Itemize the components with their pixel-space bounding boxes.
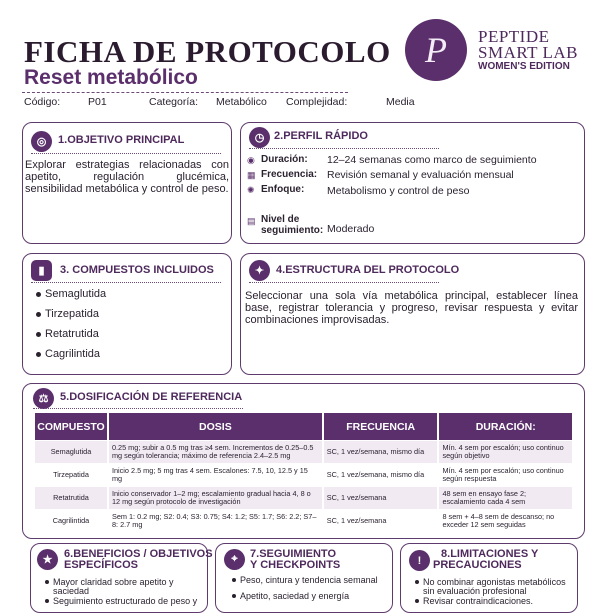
section-perfil xyxy=(240,122,585,244)
table-cell: 8 sem + 4–8 sem de descanso; no exceder 12 sem seguidas xyxy=(442,512,555,529)
section-title-text: ESTRUCTURA DEL PROTOCOLO xyxy=(285,264,460,276)
table-row xyxy=(35,510,572,532)
warning-icon: ! xyxy=(409,550,430,571)
category-value: Metabólico xyxy=(216,96,267,108)
section-number: 2. xyxy=(274,130,284,142)
section-number: 1. xyxy=(58,134,68,146)
section-title-text: PERFIL RÁPIDO xyxy=(283,130,368,142)
table-cell: Mín. 4 sem por escalón; uso continuo según respuesta xyxy=(442,466,564,483)
estructura-text: Seleccionar una sola vía metabólica principal, establecer línea base, registrar tolerancia y progreso, revisar respuesta y evitar combinaciones improvisadas. xyxy=(245,290,578,326)
complexity-value: Media xyxy=(386,96,415,108)
brand-edition: WOMEN'S EDITION xyxy=(478,61,570,72)
section-title-text: COMPUESTOS INCLUIDOS xyxy=(72,264,214,276)
table-cell: 0.25 mg; subir a 0.5 mg tras ≥4 sem. Incrementos de 0.25–0.5 mg según tolerancia; máximo de referencia 2.4–2.5 mg xyxy=(109,441,322,463)
compuesto-item: Retatrutida xyxy=(45,328,99,340)
table-header-row xyxy=(35,413,572,440)
compuesto-item: Cagrilintida xyxy=(45,348,101,360)
table-row xyxy=(35,487,572,509)
table-cell: Inicio conservador 1–2 mg; escalamiento gradual hacia 4, 8 o 12 mg según protocolo de investigación xyxy=(109,487,322,509)
brand-logo xyxy=(405,19,467,81)
section-limitaciones-title-2: PRECAUCIONES xyxy=(433,559,522,571)
section-divider xyxy=(31,282,221,283)
category-label: Categoría: xyxy=(149,96,199,108)
section-objetivo-title xyxy=(58,134,184,146)
structure-icon: ✦ xyxy=(249,260,270,281)
target-icon: ◎ xyxy=(31,131,52,152)
table-cell: Tirzepatida xyxy=(53,470,89,479)
enfoque-value: Metabolismo y control de peso xyxy=(327,185,470,197)
section-number: 6. xyxy=(64,548,74,560)
clock-icon: ◉ xyxy=(247,155,255,165)
limitacion-item: Revisar contraindicaciones. xyxy=(423,596,534,606)
beneficio-item: Seguimiento estructurado de peso y xyxy=(53,596,198,606)
nivel-value: Moderado xyxy=(327,223,375,235)
seguimiento-item: Peso, cintura y tendencia semanal xyxy=(240,575,378,585)
limitacion-item-cont: sin evaluación profesional xyxy=(423,586,527,596)
nivel-label-2: seguimiento: xyxy=(261,225,324,236)
section-beneficios-title-2: ESPECÍFICOS xyxy=(64,559,138,571)
stopwatch-icon: ◷ xyxy=(249,127,270,148)
code-label: Código: xyxy=(24,96,61,108)
column-header: FRECUENCIA xyxy=(324,413,438,440)
section-divider xyxy=(249,282,439,283)
logo-letter: P xyxy=(425,30,447,70)
table-row xyxy=(35,441,572,463)
section-limitaciones xyxy=(400,543,578,613)
duracion-label: Duración: xyxy=(261,154,308,165)
vial-icon: ▮ xyxy=(31,260,52,281)
focus-icon: ✺ xyxy=(247,185,255,195)
table-cell: Cagrilintida xyxy=(52,516,90,525)
seguimiento-item: Apetito, saciedad y energía xyxy=(240,591,350,601)
duracion-value: 12–24 semanas como marco de seguimiento xyxy=(327,154,537,166)
objetivo-text: Explorar estrategias relacionadas con apetito, regulación glucémica, sensibilidad metabólica y control de peso. xyxy=(25,159,229,195)
section-number: 7. xyxy=(250,548,260,560)
table-row xyxy=(35,464,572,486)
section-title-text: OBJETIVO PRINCIPAL xyxy=(67,134,185,146)
section-title-text: BENEFICIOS / OBJETIVOS xyxy=(73,548,213,560)
checkpoint-icon: ⌖ xyxy=(224,549,245,570)
brand-name-line1: PEPTIDE xyxy=(478,27,550,46)
column-header: DOSIS xyxy=(109,413,322,440)
calendar-icon: ▦ xyxy=(247,170,256,180)
section-title-text: LIMITACIONES Y xyxy=(450,548,539,560)
table-cell: SC, 1 vez/semana xyxy=(326,516,387,525)
section-divider xyxy=(33,408,243,409)
limitacion-item: No combinar agonistas metabólicos xyxy=(423,577,566,587)
compuesto-item: Semaglutida xyxy=(45,288,107,300)
complexity-label: Complejidad: xyxy=(286,96,348,108)
section-compuestos xyxy=(22,253,232,375)
section-seguimiento xyxy=(215,543,393,613)
scale-icon: ⚖ xyxy=(33,388,54,409)
table-cell: Semaglutida xyxy=(35,441,107,463)
section-divider xyxy=(31,153,221,154)
table-cell: Retatrutida xyxy=(35,487,107,509)
compuesto-item: Tirzepatida xyxy=(45,308,100,320)
section-divider xyxy=(249,148,439,149)
enfoque-label: Enfoque: xyxy=(261,184,305,195)
section-number: 3. xyxy=(60,264,70,276)
brand-name-line2: SMART LAB xyxy=(478,43,578,62)
section-number: 8. xyxy=(441,548,451,560)
dosing-table xyxy=(33,412,574,533)
section-beneficios xyxy=(30,543,213,613)
frecuencia-label: Frecuencia: xyxy=(261,169,318,180)
section-dosificacion-title xyxy=(60,391,242,403)
section-perfil-title xyxy=(274,130,368,142)
table-cell: SC, 1 vez/semana xyxy=(324,487,438,509)
table-cell: Mín. 4 sem por escalón; uso continuo según objetivo xyxy=(439,441,572,463)
section-number: 5. xyxy=(60,391,70,403)
table-cell: SC, 1 vez/semana, mismo día xyxy=(324,441,438,463)
section-seguimiento-title-2: Y CHECKPOINTS xyxy=(250,559,341,571)
frecuencia-value: Revisión semanal y evaluación mensual xyxy=(327,169,514,181)
section-compuestos-title xyxy=(60,264,214,276)
section-estructura xyxy=(240,253,585,375)
section-title-text: DOSIFICACIÓN DE REFERENCIA xyxy=(69,391,243,403)
title-divider xyxy=(22,92,348,93)
protocol-subtitle: Reset metabólico xyxy=(24,66,198,89)
star-icon: ★ xyxy=(37,549,58,570)
column-header: COMPUESTO xyxy=(35,413,107,440)
nivel-label-1: Nivel de xyxy=(261,214,300,225)
column-header: DURACIÓN: xyxy=(439,413,572,440)
beneficio-item-cont: saciedad xyxy=(53,586,90,596)
section-estructura-title xyxy=(276,264,459,276)
page-title: FICHA DE PROTOCOLO xyxy=(24,34,391,69)
table-cell: Sem 1: 0.2 mg; S2: 0.4; S3: 0.75; S4: 1.2; S5: 1.7; S6: 2.2; S7–8: 2.7 mg xyxy=(111,512,317,529)
table-cell: SC, 1 vez/semana, mismo día xyxy=(326,470,425,479)
document-icon: ▤ xyxy=(247,216,256,226)
section-objetivo xyxy=(22,122,232,244)
section-number: 4. xyxy=(276,264,286,276)
table-cell: Inicio 2.5 mg; 5 mg tras 4 sem. Escalones: 7.5, 10, 12.5 y 15 mg xyxy=(111,466,308,483)
section-title-text: SEGUIMIENTO xyxy=(259,548,336,560)
table-cell: 48 sem en ensayo fase 2; escalamiento cada 4 sem xyxy=(439,487,572,509)
beneficio-item: Mayor claridad sobre apetito y xyxy=(53,577,174,587)
code-value: P01 xyxy=(88,96,107,108)
